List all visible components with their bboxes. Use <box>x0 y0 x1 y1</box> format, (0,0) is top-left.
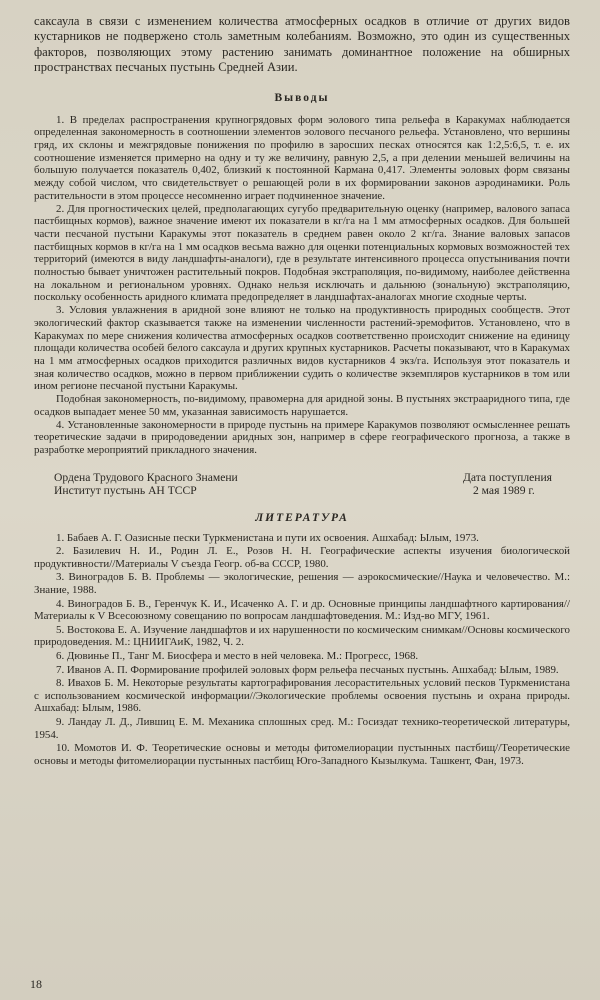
page-number: 18 <box>30 977 42 991</box>
reference-10: 10. Момотов И. Ф. Теоретические основы и методы фитомелиорации пустынных пастбищ//Теоретические основы и методы фитомелиорации пустынных пастбищ Юго-Западного Кызылкума. Ташкент, Фан, 1973. <box>34 742 570 767</box>
conclusion-1: 1. В пределах распространения крупногрядовых форм эолового типа рельефа в Каракумах наблюдается определенная закономерность в соотношении элементов эолового песчаного рельефа. Установлено, что вершины гряд, их склоны и межгрядовые понижения по профилю в заросших песках относятся как 1:2,5:6,5, т. е. их соотношение изменяется примерно на одну и ту же величину, равную 2,5, а при делении меньшей величины на большую получается показатель 0,402, близкий к постоянной Кармана 0,417. Элементы эоловых форм связаны между собой числом, что свидетельствует о решающей роли в их формировании законов аэродинамики. Роль растительности в этом процессе несомненно играет подчиненное значение. <box>34 113 570 202</box>
conclusion-2: 2. Для прогностических целей, предполагающих сугубо предварительную оценку (например, валового запаса пастбищных кормов), важное значение имеют их показатели в кг/га на 1 мм атмосферных осадков. Для большей части песчаной пустыни Каракумы этот показатель в среднем равен около 2 кг/га. Знание валовых запасов пастбищных кормов в кг/га на 1 мм осадков весьма важно для оценки потенциальных кормовых возможностей тех территорий (имеются в виду ландшафты-аналоги), где в результате интенсивного процесса опустынивания почти полностью бывает уничтожен растительный покров. Подобная экстраполяция, по-видимому, наиболее действенна на локальном и региональном уровнях. Однако нельзя исключать и дальнюю (зональную) экстраполяцию, поскольку особенность аридного климата предопределяет в ландшафтах-аналогах многие сходные черты. <box>34 202 570 304</box>
affiliation-block <box>34 471 570 498</box>
institution-line-1: Ордена Трудового Красного Знамени <box>54 470 238 484</box>
reference-1: 1. Бабаев А. Г. Оазисные пески Туркменистана и пути их освоения. Ашхабад: Ылым, 1973. <box>56 531 479 544</box>
received-label: Дата поступления <box>462 470 552 484</box>
intro-paragraph: саксаула в связи с изменением количества атмосферных осадков в отличие от других видов кустарников не подвержено столь заметным колебаниям. Возможно, это один из существенных факторов, позволяющих этому растению занимать доминантное положение на обширных пространствах песчаных пустынь Средней Азии. <box>34 14 570 75</box>
reference-9: 9. Ландау Л. Д., Лившиц Е. М. Механика сплошных сред. М.: Госиздат технико-теоретической литературы, 1954. <box>34 715 570 741</box>
institution <box>34 471 238 498</box>
conclusion-3-continued: Подобная закономерность, по-видимому, правомерна для аридной зоны. В пустынях экстрааридного типа, где осадков выпадает менее 50 мм, указанная зависимость нарушается. <box>34 393 570 418</box>
reference-2: 2. Базилевич Н. И., Родин Л. Е., Розов Н. Н. Географические аспекты изучения биологической продуктивности//Материалы V съезда Геогр. об-ва СССР, 1980. <box>34 545 570 570</box>
reference-4: 4. Виноградов Б. В., Геренчук К. И., Исаченко А. Г. и др. Основные принципы ландшафтного картирования//Материалы к V Всесоюзному совещанию по вопросам ландшафтоведения. М.: Изд-во МГУ, 1961. <box>34 597 570 623</box>
reference-3: 3. Виноградов Б. В. Проблемы — экологические, решения — аэрокосмические//Наука и человечество. М.: Знание, 1988. <box>34 571 570 596</box>
received-date-block <box>463 471 570 498</box>
received-date: 2 мая 1989 г. <box>472 484 535 498</box>
institution-line-2: Институт пустынь АН ТССР <box>54 484 197 498</box>
conclusion-4: 4. Установленные закономерности в природе пустынь на примере Каракумов позволяют осмысленнее решать теоретические задачи в природоведении аридных зон, например в сфере географического прогноза, а также в разработке мероприятий прикладного значения. <box>34 418 570 456</box>
reference-6: 6. Дювинье П., Танг М. Биосфера и место в ней человека. М.: Прогресс, 1968. <box>56 649 419 662</box>
conclusion-3: 3. Условия увлажнения в аридной зоне влияют не только на продуктивность природных сообществ. Этот экологический фактор сказывается также на изменении численности растений-эремофитов. Установлено, что в Каракумах по мере снижения количества атмосферных осадков соответственно происходит снижение на единицу площади количества особей белого саксаула и других крупных кустарников. Расчеты показывают, что в Каракумах на 1 мм атмосферных осадков приходится различных видов кустарников 4 экз/га. Используя этот показатель и зная количество осадков, можно в первом приближении судить о количестве экземпляров кустарников в том или ином регионе песчаной пустыни Каракумы. <box>34 304 570 393</box>
reference-5: 5. Востокова Е. А. Изучение ландшафтов и их нарушенности по космическим снимкам//Основы космического природоведения. М.: ЦНИИГАиК, 1982, Ч. 2. <box>34 623 570 649</box>
reference-7: 7. Иванов А. П. Формирование профилей эоловых форм рельефа песчаных пустынь. Ашхабад: Ылым, 1989. <box>56 663 559 676</box>
references-heading: ЛИТЕРАТУРА <box>255 511 349 524</box>
reference-8: 8. Ивахов Б. М. Некоторые результаты картографирования лесорастительных условий песков Туркменистана с использованием космической информации//Экологические проблемы освоения пустынь и охрана природы. Ашхабад: Ылым, 1986. <box>34 677 570 715</box>
conclusions-heading: Выводы <box>274 91 330 104</box>
